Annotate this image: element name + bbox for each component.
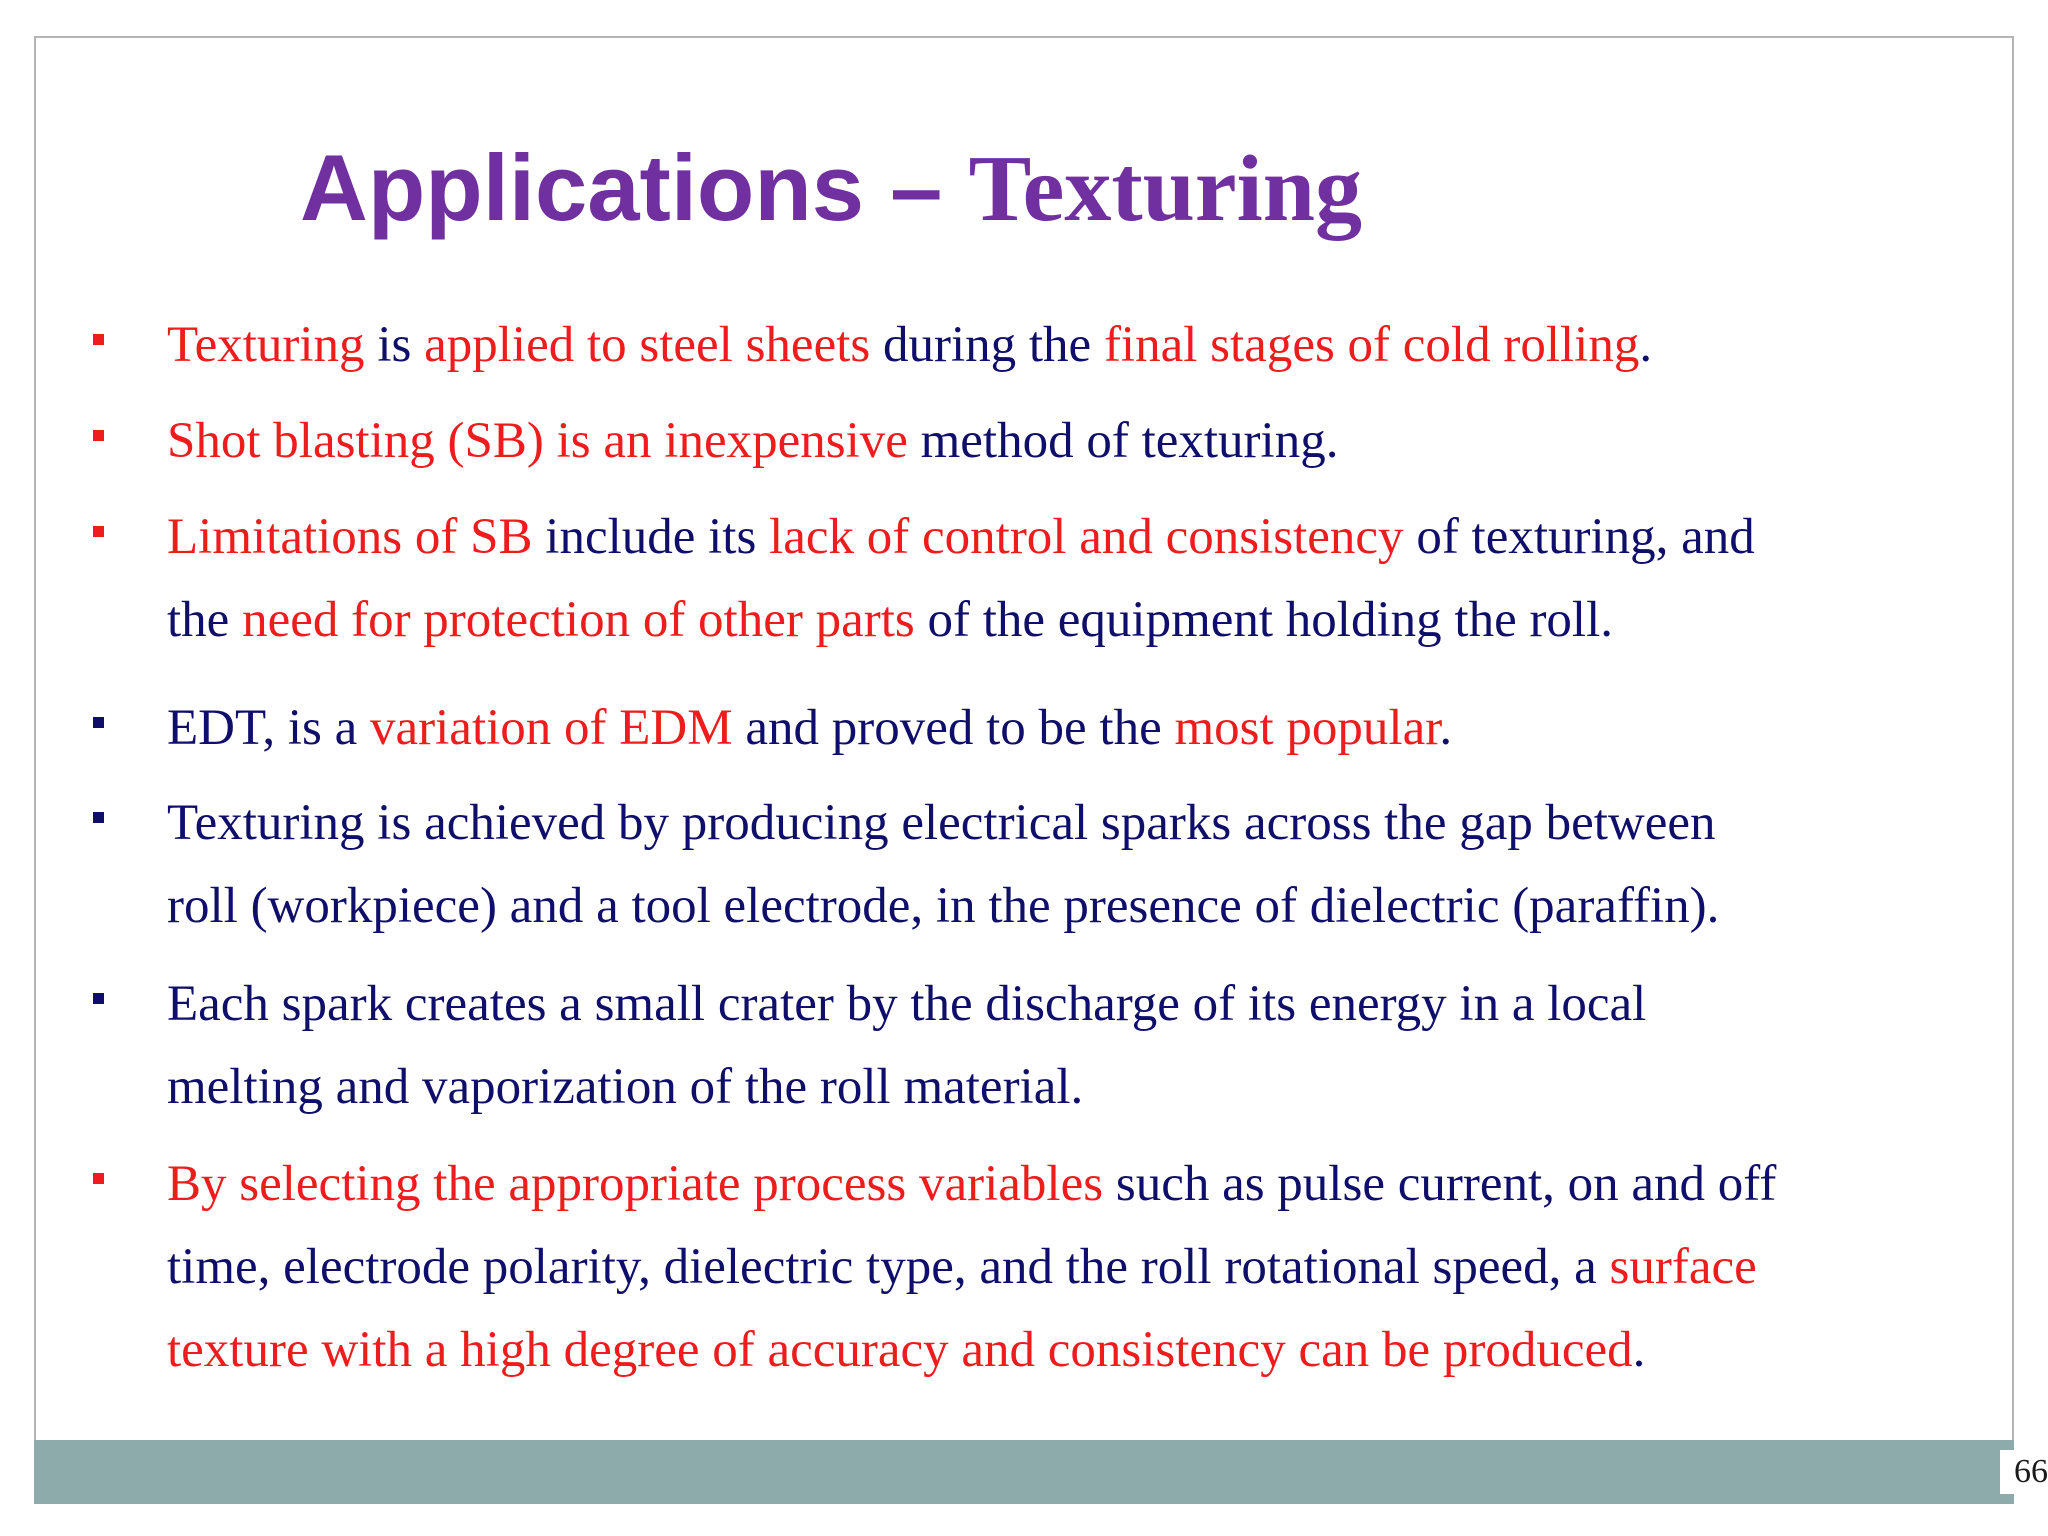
body-text: the	[167, 592, 243, 648]
bullet-text-line	[167, 865, 2007, 948]
highlight-text: final stages of cold rolling	[1103, 317, 1640, 373]
bullet-square-icon	[93, 1173, 104, 1184]
highlight-text: applied to steel sheets	[424, 317, 871, 373]
body-text: Each spark creates a small crater by the discharge of its energy in a local	[167, 976, 1647, 1032]
bullet-text	[167, 1143, 2007, 1392]
bullet-text-line	[167, 579, 2007, 662]
body-text: roll (workpiece) and a tool electrode, in the presence of dielectric (paraffin).	[167, 878, 1720, 934]
body-text: .	[1639, 317, 1653, 373]
body-text: and proved to be the	[732, 700, 1175, 756]
highlight-text: need for protection of other parts	[242, 592, 915, 648]
body-text: is	[364, 317, 425, 373]
bullet-text	[167, 496, 2007, 662]
bullet-text-line	[167, 1309, 2007, 1392]
bullet-square-icon	[93, 334, 104, 345]
bullet-text	[167, 687, 2007, 770]
highlight-text: Shot blasting (SB) is an inexpensive	[167, 413, 908, 469]
footer-bar	[34, 1440, 2014, 1504]
bullet-square-icon	[93, 430, 104, 441]
bullet-text	[167, 963, 2007, 1129]
body-text: Texturing is achieved by producing electrical sparks across the gap between	[167, 795, 1716, 851]
page-number: 66	[2000, 1450, 2048, 1494]
bullet-text-line	[167, 963, 2007, 1046]
highlight-text: texture with a high degree of accuracy and consistency can be produced	[167, 1322, 1633, 1378]
body-text: of texturing, and	[1403, 509, 1755, 565]
highlight-text: By selecting the appropriate process variables	[167, 1156, 1104, 1212]
bullet-text-line	[167, 782, 2007, 865]
bullet-square-icon	[93, 717, 104, 728]
body-text: of the equipment holding the roll.	[914, 592, 1614, 648]
highlight-text: most popular	[1174, 700, 1440, 756]
bullet-text-line	[167, 1226, 2007, 1309]
highlight-text: Texturing	[167, 317, 365, 373]
bullet-text-line	[167, 687, 2007, 770]
body-text: method of texturing.	[907, 413, 1339, 469]
highlight-text: Limitations of SB	[167, 509, 533, 565]
body-text: .	[1439, 700, 1453, 756]
slide-title-part-1: Applications –	[300, 135, 969, 240]
bullet-text-line	[167, 1143, 2007, 1226]
bullet-square-icon	[93, 526, 104, 537]
body-text: time, electrode polarity, dielectric type, and the roll rotational speed, a	[167, 1239, 1610, 1295]
bullet-text-line	[167, 400, 2007, 483]
slide-title-part-2: Texturing	[968, 137, 1363, 241]
bullet-text	[167, 400, 2007, 483]
bullet-square-icon	[93, 993, 104, 1004]
bullet-text	[167, 304, 2007, 387]
bullet-square-icon	[93, 812, 104, 823]
body-text: EDT, is a	[167, 700, 371, 756]
body-text: such as pulse current, on and off	[1103, 1156, 1777, 1212]
bullet-text-line	[167, 1046, 2007, 1129]
bullet-text	[167, 782, 2007, 948]
highlight-text: variation of EDM	[370, 700, 733, 756]
highlight-text: lack of control and consistency	[769, 509, 1404, 565]
body-text: .	[1632, 1322, 1646, 1378]
body-text: include its	[532, 509, 770, 565]
highlight-text: surface	[1609, 1239, 1757, 1295]
bullet-text-line	[167, 496, 2007, 579]
body-text: during the	[870, 317, 1104, 373]
bullet-text-line	[167, 304, 2007, 387]
body-text: melting and vaporization of the roll material.	[167, 1059, 1084, 1115]
